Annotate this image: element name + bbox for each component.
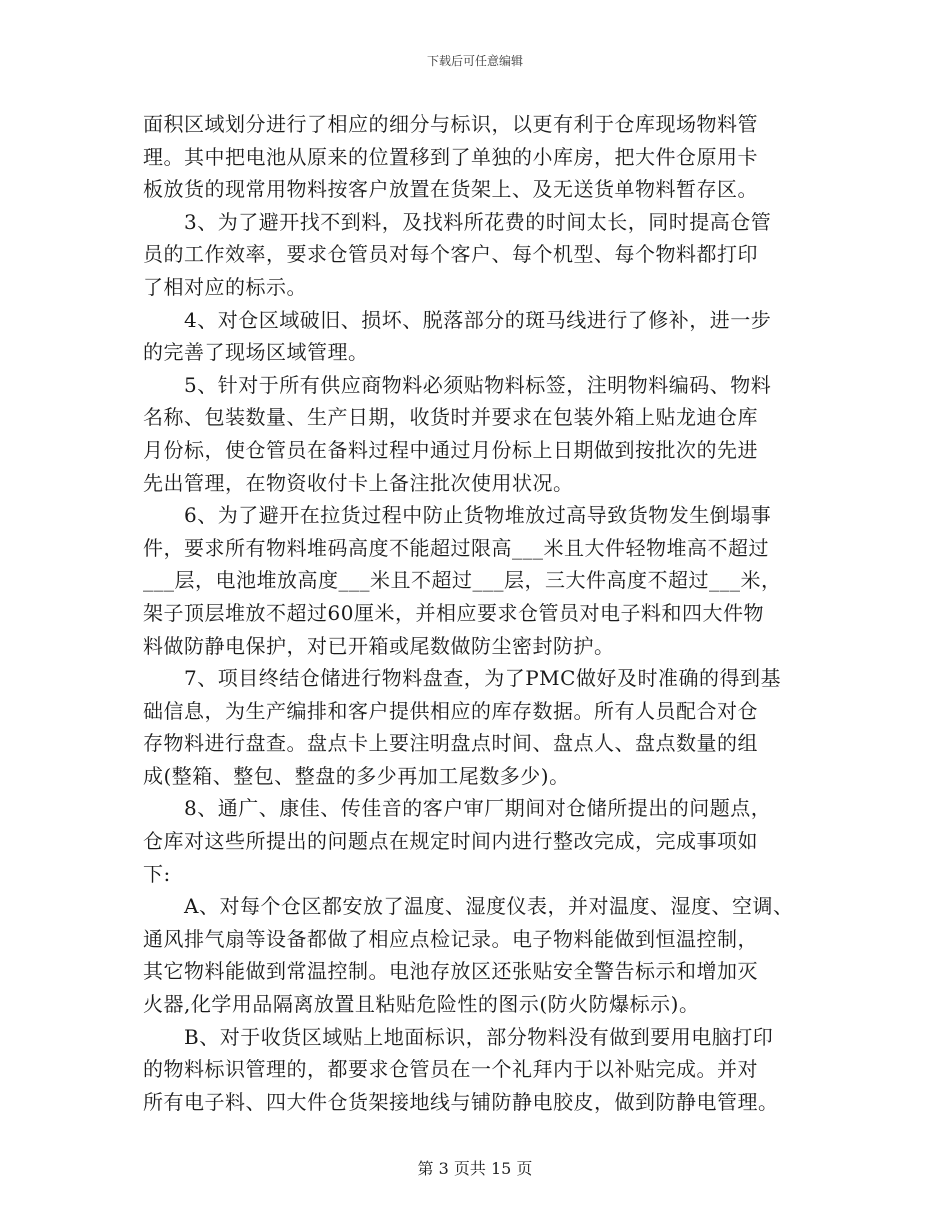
text-line: 5、针对于所有供应商物料必须贴物料标签，注明物料编码、物料 — [143, 372, 772, 397]
page-header: 下载后可任意编辑 — [426, 54, 523, 68]
text-line: 件，要求所有物料堆码高度不能超过限高___米且大件轻物堆高不超过 — [143, 535, 769, 560]
text-line: A、对每个仓区都安放了温度、湿度仪表，并对温度、湿度、空调、 — [143, 894, 794, 919]
text-line: 3、为了避开找不到料，及找料所花费的时间太长，同时提高仓管 — [143, 209, 772, 234]
text-line: 8、通广、康佳、传佳音的客户审厂期间对仓储所提出的问题点， — [143, 796, 772, 821]
text-line: 的完善了现场区域管理。 — [143, 340, 369, 365]
text-line: 4、对仓区域破旧、损坏、脱落部分的斑马线进行了修补，进一步 — [143, 307, 772, 332]
text-line: 了相对应的标示。 — [143, 274, 307, 299]
text-line: 础信息，为生产编排和客户提供相应的库存数据。所有人员配合对仓 — [143, 698, 758, 723]
text-line: 下: — [143, 861, 171, 886]
text-line: 7、项目终结仓储进行物料盘查，为了PMC做好及时准确的得到基 — [143, 666, 781, 691]
text-line: B、对于收货区域贴上地面标识，部分物料没有做到要用电脑打印 — [143, 1024, 774, 1049]
text-line: 存物料进行盘查。盘点卡上要注明盘点时间、盘点人、盘点数量的组 — [143, 731, 758, 756]
text-line: 板放货的现常用物料按客户放置在货架上、及无送货单物料暂存区。 — [143, 177, 758, 202]
text-line: 名称、包装数量、生产日期，收货时并要求在包装外箱上贴龙迪仓库 — [143, 405, 758, 430]
text-line: 通风排气扇等设备都做了相应点检记录。电子物料能做到恒温控制， — [143, 926, 758, 951]
text-line: 仓库对这些所提出的问题点在规定时间内进行整改完成，完成事项如 — [143, 829, 758, 854]
text-line: 成(整箱、整包、整盘的多少再加工尾数多少)。 — [143, 763, 570, 788]
text-line: 其它物料能做到常温控制。电池存放区还张贴安全警告标示和增加灭 — [143, 959, 758, 984]
text-line: 架子顶层堆放不超过60厘米，并相应要求仓管员对电子料和四大件物 — [143, 600, 764, 625]
text-line: 月份标，使仓管员在备料过程中通过月份标上日期做到按批次的先进 — [143, 437, 758, 462]
text-line: ___层，电池堆放高度___米且不超过___层，三大件高度不超过___米， — [143, 568, 782, 593]
text-line: 员的工作效率，要求仓管员对每个客户、每个机型、每个物料都打印 — [143, 242, 758, 267]
text-line: 面积区域划分进行了相应的细分与标识，以更有利于仓库现场物料管 — [143, 112, 758, 136]
text-line: 理。其中把电池从原来的位置移到了单独的小库房，把大件仓原用卡 — [143, 144, 758, 169]
text-line: 的物料标识管理的，都要求仓管员在一个礼拜内于以补贴完成。并对 — [143, 1057, 758, 1082]
body-text — [143, 108, 823, 1118]
text-line: 先出管理，在物资收付卡上备注批次使用状况。 — [143, 470, 574, 495]
text-line: 6、为了避开在拉货过程中防止货物堆放过高导致货物发生倒塌事 — [143, 503, 772, 528]
text-line: 所有电子料、四大件仓货架接地线与铺防静电胶皮，做到防静电管理。 — [143, 1089, 779, 1114]
page-footer: 第 3 页共 15 页 — [417, 1159, 533, 1178]
text-line: 料做防静电保护，对已开箱或尾数做防尘密封防护。 — [143, 633, 615, 658]
text-line: 火器,化学用品隔离放置且粘贴危险性的图示(防火防爆标示)。 — [143, 992, 700, 1017]
